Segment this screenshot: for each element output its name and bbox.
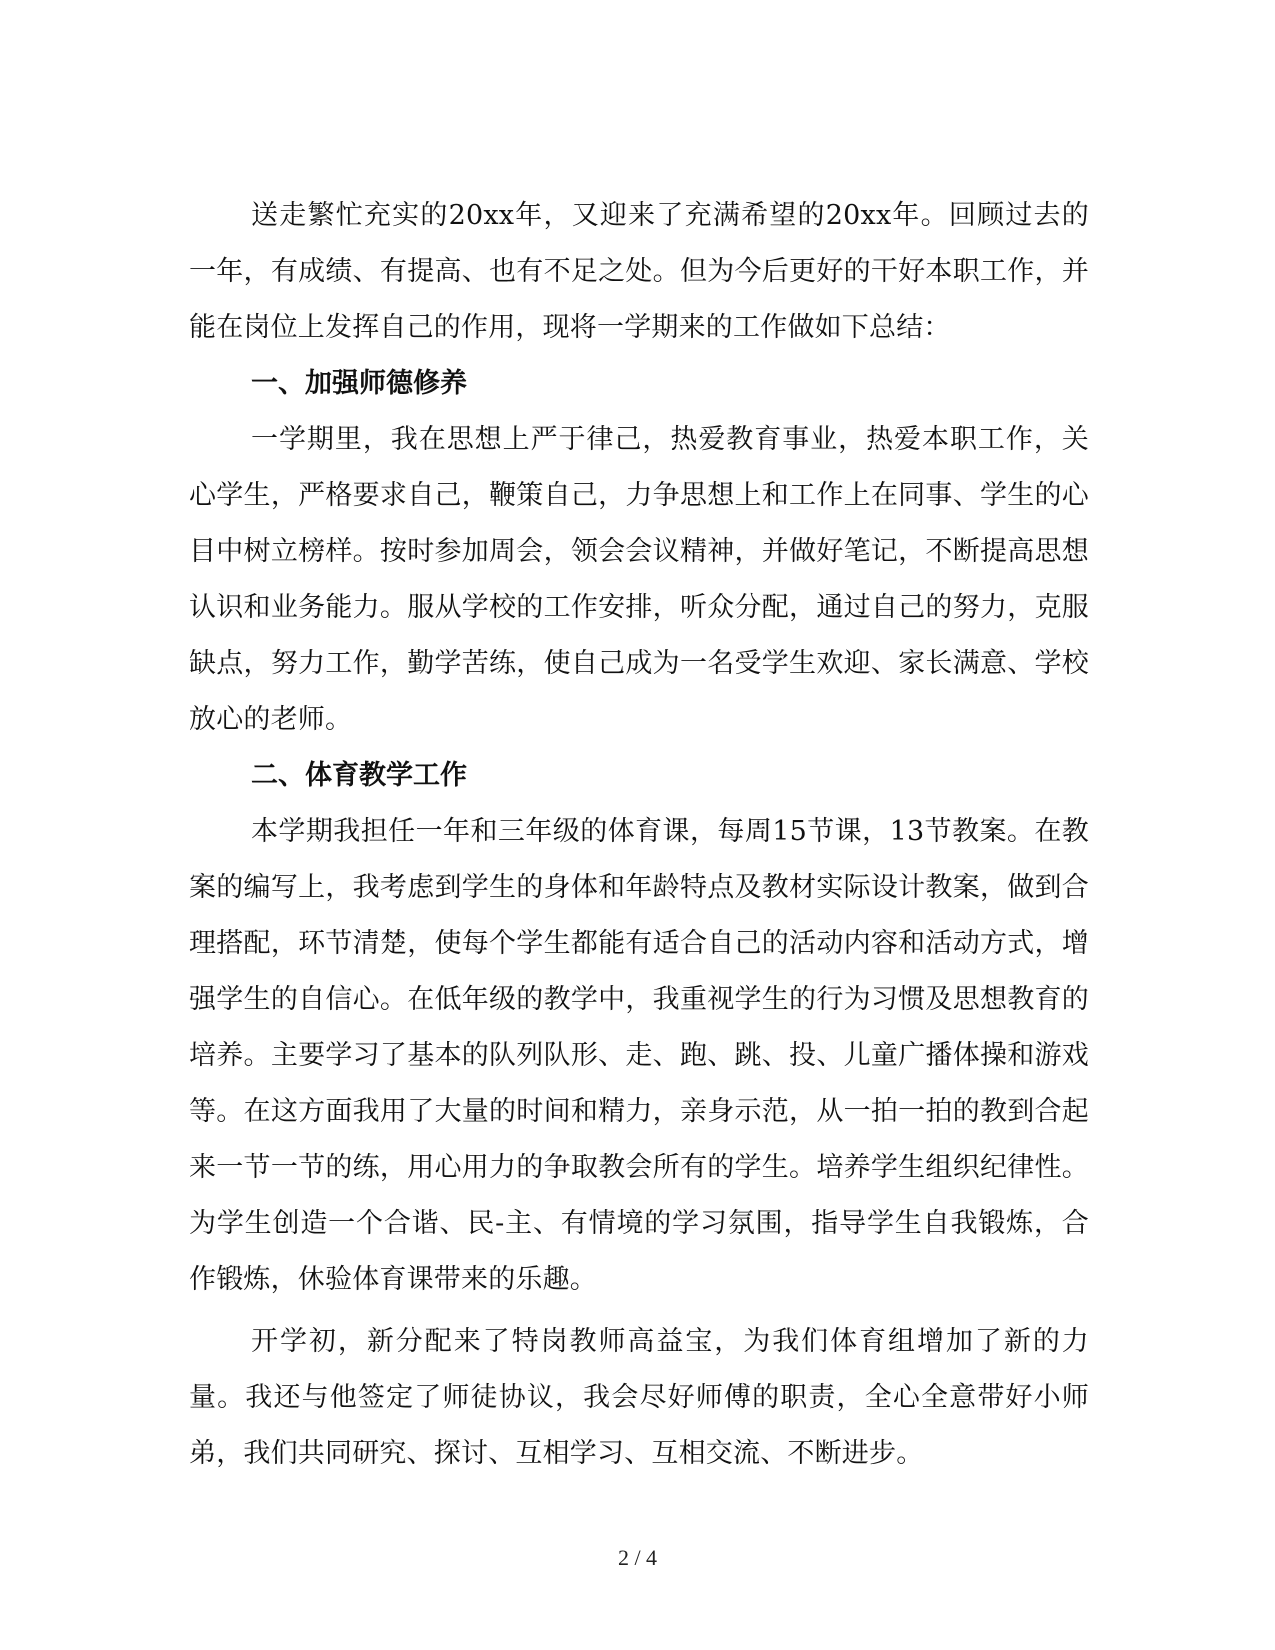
page-number: 2 / 4 (617, 1545, 658, 1570)
teaching-paragraph: 本学期我担任一年和三年级的体育课，每周15节课，13节教案。在教案的编写上，我考虑到学生的身体和年龄特点及教材实际设计教案，做到合理搭配，环节清楚，使每个学生都能有适合自己的活动内容和活动方式，增强学生的自信心。在低年级的教学中，我重视学生的行为习惯及思想教育的培养。主要学习了基本的队列队形、走、跑、跳、投、儿童广播体操和游戏等。在这方面我用了大量的时间和精力，亲身示范，从一拍一拍的教到合起来一节一节的练，用心用力的争取教会所有的学生。培养学生组织纪律性。为学生创造一个合谐、民-主、有情境的学习氛围，指导学生自我锻炼，合作锻炼，休验体育课带来的乐趣。 (189, 816, 1089, 1295)
document-body (189, 188, 1089, 1482)
mentoring-paragraph: 开学初，新分配来了特岗教师高益宝，为我们体育组增加了新的力量。我还与他签定了师徒协议，我会尽好师傅的职责，全心全意带好小师弟，我们共同研究、探讨、互相学习、互相交流、不断进步。 (189, 1326, 1089, 1469)
section-heading-ethics: 一、加强师德修养 (251, 368, 467, 399)
intro-paragraph: 送走繁忙充实的20xx年，又迎来了充满希望的20xx年。回顾过去的一年，有成绩、有提高、也有不足之处。但为今后更好的干好本职工作，并能在岗位上发挥自己的作用，现将一学期来的工作做如下总结： (189, 200, 1089, 343)
section-heading-teaching: 二、体育教学工作 (251, 760, 467, 791)
ethics-paragraph: 一学期里，我在思想上严于律己，热爱教育事业，热爱本职工作，关心学生，严格要求自己，鞭策自己，力争思想上和工作上在同事、学生的心目中树立榜样。按时参加周会，领会会议精神，并做好笔记，不断提高思想认识和业务能力。服从学校的工作安排，听众分配，通过自己的努力，克服缺点，努力工作，勤学苦练，使自己成为一名受学生欢迎、家长满意、学校放心的老师。 (189, 424, 1089, 735)
